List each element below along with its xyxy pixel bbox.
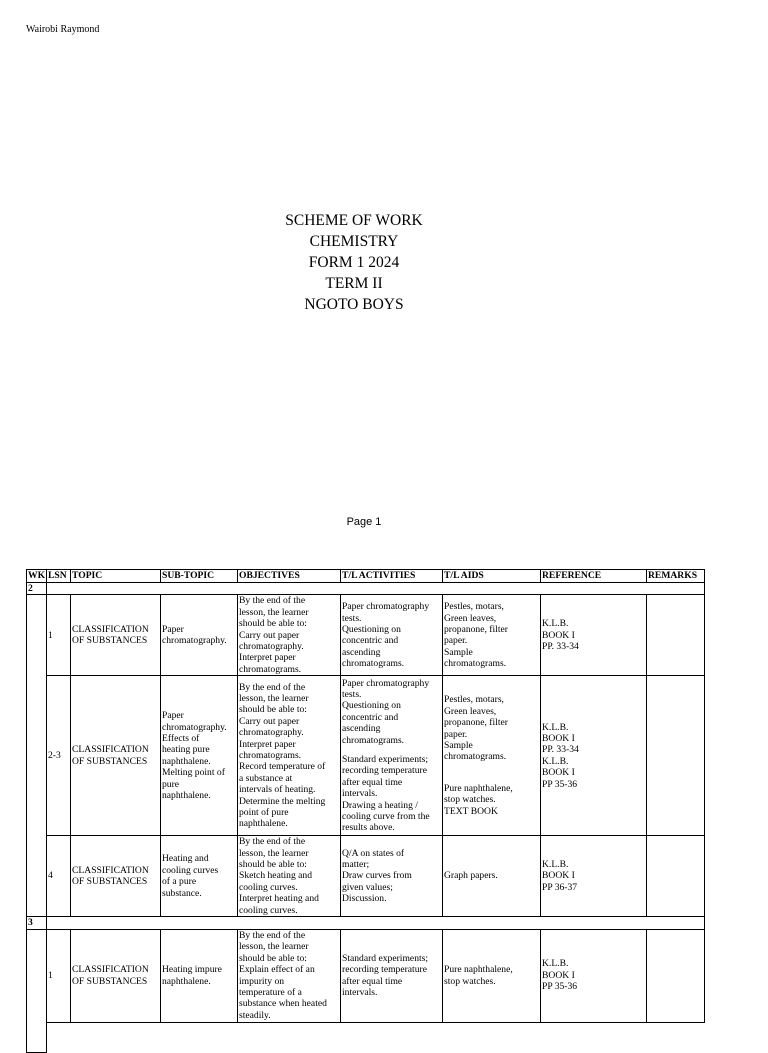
aids-cell <box>443 676 541 836</box>
week-number: 3 <box>27 917 47 929</box>
week-cell-spacer <box>27 595 47 917</box>
table-header-row <box>27 570 705 583</box>
document-title <box>0 210 708 315</box>
reference-cell: K.L.B. BOOK I PP. 33-34 <box>541 595 647 676</box>
lesson-number: 2-3 <box>47 676 71 836</box>
title-line: SCHEME OF WORK <box>285 212 423 229</box>
aids-cell: Pure naphthalene, stop watches. <box>443 929 541 1022</box>
activities-cell: Q/A on states of matter; Draw curves from given values; Discussion. <box>341 836 443 917</box>
col-header-objectives: OBJECTIVES <box>238 570 341 583</box>
activities-cell <box>341 676 443 836</box>
aids-text: Pestles, motars, Green leaves, propanone, filter paper. Sample chromatograms. <box>444 694 508 763</box>
table-row <box>27 676 705 836</box>
col-header-subtopic: SUB-TOPIC <box>161 570 238 583</box>
page-number: Page 1 <box>346 516 382 528</box>
topic-cell: CLASSIFICATION OF SUBSTANCES <box>71 676 161 836</box>
table-row <box>27 1022 705 1052</box>
activities-text: Standard experiments; recording temperature after equal time intervals. Drawing a heating / cooling curve from the results above. <box>342 754 430 834</box>
table-row <box>27 929 705 1022</box>
remarks-cell <box>647 929 705 1022</box>
table-row <box>27 595 705 676</box>
table-row <box>27 836 705 917</box>
subtopic-cell: Heating and cooling curves of a pure substance. <box>161 836 238 917</box>
activities-cell: Paper chromatography tests. Questioning on concentric and ascending chromatograms. <box>341 595 443 676</box>
aids-text: Pure naphthalene, stop watches. TEXT BOOK <box>444 782 513 817</box>
col-header-wk: WK <box>28 570 46 582</box>
empty-row <box>47 1022 705 1052</box>
title-line: TERM II <box>325 275 383 292</box>
scheme-table <box>26 569 705 1053</box>
objectives-cell: By the end of the lesson, the learner should be able to: Sketch heating and cooling curves. Interpret heating and cooling curves. <box>238 836 341 917</box>
remarks-cell <box>647 676 705 836</box>
remarks-cell <box>647 595 705 676</box>
week-row-spacer <box>47 917 705 929</box>
col-header-activities: T/L ACTIVITIES <box>341 570 443 583</box>
objectives-cell: By the end of the lesson, the learner should be able to: Explain effect of an impurity on temperature of a substance when heated steadily. <box>238 929 341 1022</box>
title-line: FORM 1 2024 <box>308 254 400 271</box>
col-header-aids: T/L AIDS <box>443 570 541 583</box>
remarks-cell <box>647 836 705 917</box>
week-number: 2 <box>27 583 47 595</box>
objectives-cell: By the end of the lesson, the learner should be able to: Carry out paper chromatography. Interpret paper chromatograms. <box>238 595 341 676</box>
col-header-topic: TOPIC <box>71 570 161 583</box>
subtopic-cell: Paper chromatography. Effects of heating pure naphthalene. Melting point of pure naphthalene. <box>161 676 238 836</box>
activities-cell: Standard experiments; recording temperature after equal time intervals. <box>341 929 443 1022</box>
week-row-spacer <box>47 583 705 595</box>
week-row <box>27 583 705 595</box>
topic-cell: CLASSIFICATION OF SUBSTANCES <box>71 929 161 1022</box>
topic-cell: CLASSIFICATION OF SUBSTANCES <box>71 836 161 917</box>
reference-cell: K.L.B. BOOK I PP. 33-34 K.L.B. BOOK I PP 35-36 <box>541 676 647 836</box>
lesson-number: 1 <box>47 929 71 1022</box>
activities-text: Paper chromatography tests. Questioning on concentric and ascending chromatograms. <box>342 677 430 746</box>
subtopic-cell: Heating impure naphthalene. <box>161 929 238 1022</box>
col-header-remarks: REMARKS <box>647 570 705 583</box>
col-header-lsn: LSN <box>47 570 71 583</box>
title-line: NGOTO BOYS <box>304 296 404 313</box>
lesson-number: 4 <box>47 836 71 917</box>
title-line: CHEMISTRY <box>309 233 399 250</box>
reference-cell: K.L.B. BOOK I PP 36-37 <box>541 836 647 917</box>
week-cell-spacer <box>27 929 47 1052</box>
lesson-number: 1 <box>47 595 71 676</box>
objectives-cell: By the end of the lesson, the learner should be able to: Carry out paper chromatography. Interpret paper chromatograms. Record temperature of a substance at intervals of heating. Determine the melting point of pure naphthalene. <box>238 676 341 836</box>
aids-cell: Pestles, motars, Green leaves, propanone, filter paper. Sample chromatograms. <box>443 595 541 676</box>
col-header-reference: REFERENCE <box>541 570 647 583</box>
aids-cell: Graph papers. <box>443 836 541 917</box>
week-row <box>27 917 705 929</box>
author-name: Wairobi Raymond <box>26 24 100 35</box>
reference-cell: K.L.B. BOOK I PP 35-36 <box>541 929 647 1022</box>
subtopic-cell: Paper chromatography. <box>161 595 238 676</box>
topic-cell: CLASSIFICATION OF SUBSTANCES <box>71 595 161 676</box>
